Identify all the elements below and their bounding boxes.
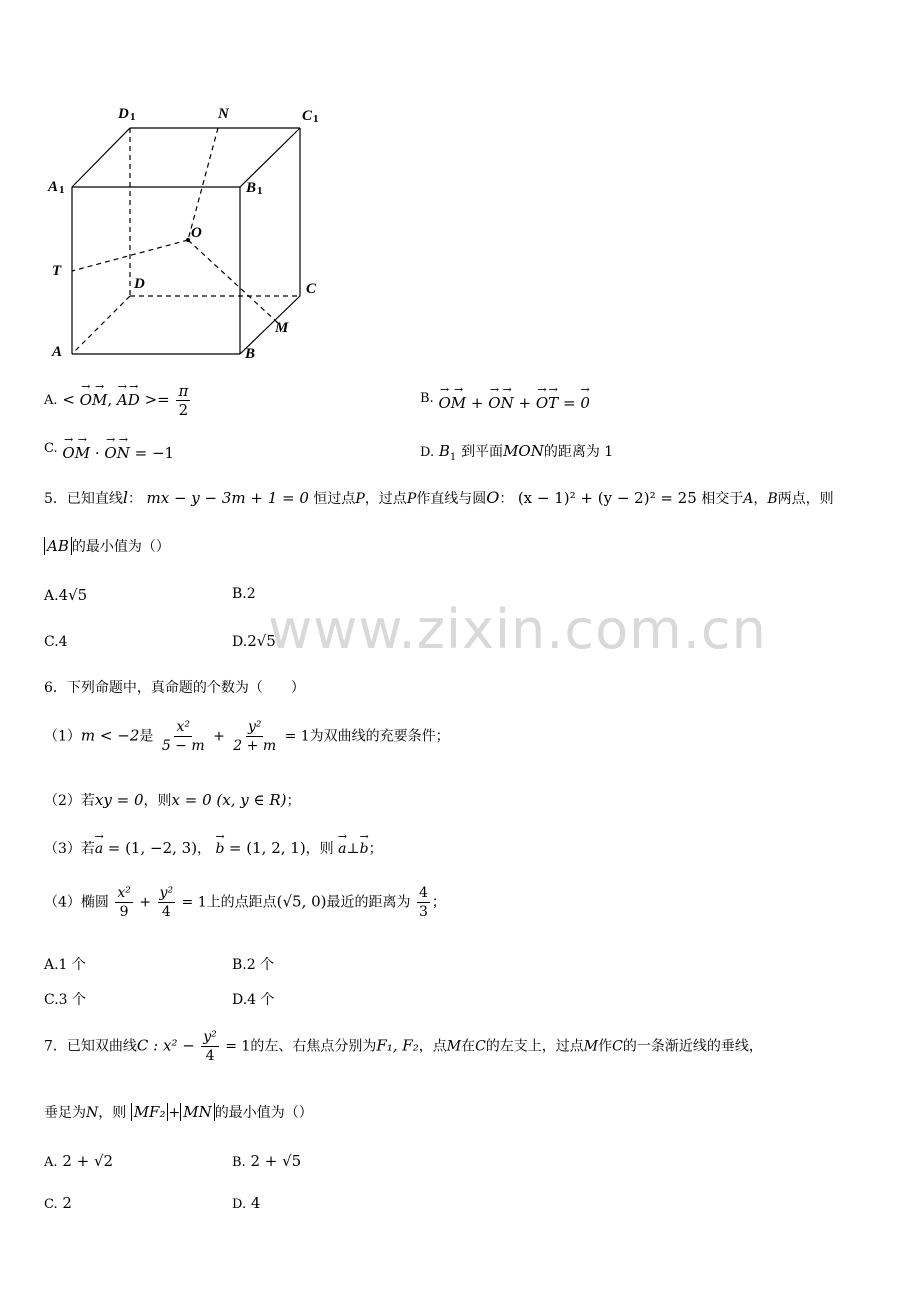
label-a1: A (48, 179, 59, 195)
q5-stem-line2: AB 的最小值为（） (44, 536, 170, 556)
label-m: M (275, 320, 289, 336)
q7-option-c[interactable]: C. 2 (44, 1194, 72, 1212)
label-d1: D (118, 106, 129, 122)
q6-statement-4: （4）椭圆 $\frac{\text{x²}}{9}$ + $\frac{\text{y²}}{4}$ = 1上的点距点(√5, 0)最近的距离为 $\frac{4}{3}$ ； (44, 885, 446, 920)
q5-option-c[interactable]: C.4 (44, 634, 68, 650)
label-n: N (218, 106, 229, 122)
q6-statement-2: （2）若xy = 0，则x = 0 (x, y ∈ R)； (44, 791, 301, 809)
q6-statement-3: （3）若→ a = (1, −2, 3)， → b = (1, 2, 1)，则 → a⊥→ b； (44, 838, 383, 858)
q6-option-c[interactable]: C.3 个 (44, 992, 87, 1008)
q7-option-b[interactable]: B. 2 + √5 (232, 1152, 302, 1170)
q7-stem-line2: 垂足为N，则 MF₂ + MN 的最小值为（） (44, 1103, 313, 1121)
q4-option-d[interactable]: D. $B_1$ 到平面MON的距离为 1 (420, 442, 614, 463)
label-b1: B (246, 180, 257, 196)
label-c1-sub: 1 (313, 113, 319, 125)
q4-option-c[interactable]: C. → O→ M · → O→ N = −1 (44, 444, 174, 462)
label-c: C (306, 281, 317, 297)
q7-option-d[interactable]: D. 4 (232, 1194, 261, 1212)
q5-stem: 5．已知直线l： mx − y − 3m + 1 = 0 恒过点P，过点P作直线与圆O： (x − 1)² + (y − 2)² = 25 相交于A，B两点，则 (44, 488, 834, 507)
label-a1-sub: 1 (59, 184, 65, 196)
q5-option-b[interactable]: B.2 (232, 586, 256, 602)
q4-option-a[interactable]: A. < → O→ M, → A→ D >= $\frac{\pi}{2}$ (44, 382, 192, 419)
label-t: T (52, 263, 62, 279)
cube-figure (40, 100, 340, 370)
q4-option-b[interactable]: B. → O→ M + → O→ N + → O→ T = → 0 (420, 394, 590, 412)
label-b: B (245, 346, 256, 362)
q6-statement-1: （1）m < −2是 $\frac{\text{x²}}{5 - m}$ + $\frac{\text{y²}}{2 + m}$ = 1为双曲线的充要条件； (44, 719, 450, 754)
q6-option-b[interactable]: B.2 个 (232, 957, 275, 973)
q6-option-d[interactable]: D.4 个 (232, 992, 275, 1008)
q6-option-a[interactable]: A.1 个 (44, 957, 86, 973)
label-b1-sub: 1 (257, 185, 263, 197)
q7-stem: 7．已知双曲线C : x² − $\frac{\text{y²}}{4}$ = 1的左、右焦点分别为F₁, F₂，点M在C的左支上，过点M作C的一条渐近线的垂线， (44, 1029, 763, 1064)
watermark: www.zixin.com.cn (268, 598, 767, 661)
label-o: O (191, 225, 202, 241)
label-d1-sub: 1 (130, 111, 136, 123)
q7-option-a[interactable]: A. 2 + √2 (44, 1152, 114, 1170)
label-d: D (134, 276, 145, 292)
q6-stem: 6．下列命题中，真命题的个数为（ ） (44, 680, 305, 696)
label-a: A (52, 344, 63, 360)
q5-option-a[interactable]: A.4√5 (44, 586, 88, 604)
label-c1: C (302, 108, 313, 124)
q5-option-d[interactable]: D.2√5 (232, 632, 276, 650)
